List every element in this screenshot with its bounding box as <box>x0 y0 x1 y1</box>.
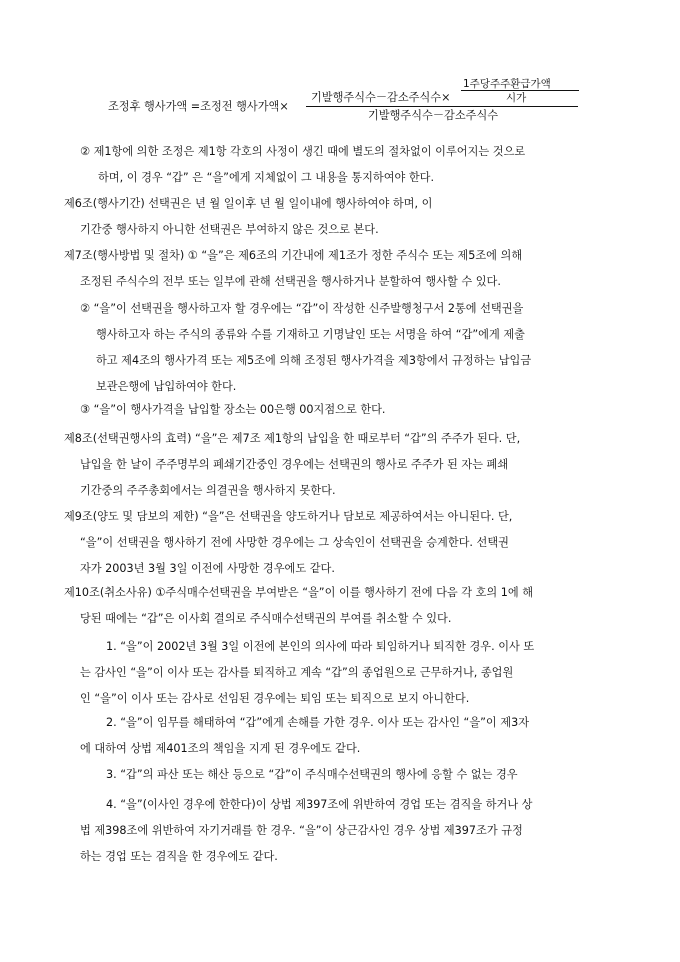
article-8-effect <box>64 426 520 504</box>
article-7-clause-3 <box>80 397 386 423</box>
text-line: 당된 때에는 “갑”은 이사회 결의로 주식매수선택권의 부여를 취소할 수 있다. <box>80 612 452 625</box>
text-line: 는 감사인 “을”이 이사 또는 감사를 퇴직하고 계속 “갑”의 종업원으로 근무하거나, 종업원 <box>80 666 514 679</box>
text-line: 2. “을”이 임무를 해태하여 “갑”에게 손해를 가한 경우. 이사 또는 감사인 “을”이 제3자 <box>106 716 530 729</box>
text-line: 제10조(취소사유) ①주식매수선택권을 부여받은 “을”이 이를 행사하기 전에 다음 각 호의 1에 해 <box>64 586 534 599</box>
text-line: 제6조(행사기간) 선택권은 년 월 일이후 년 월 일이내에 행사하여야 하며, 이 <box>64 197 433 210</box>
article-10-cancellation <box>64 580 533 632</box>
formula-denominator: 기발행주식수－감소주식수 <box>368 109 499 122</box>
formula-lhs: 조정후 행사가액 =조정전 행사가액× <box>108 100 289 113</box>
text-line: 3. “갑”의 파산 또는 해산 등으로 “갑”이 주식매수선택권의 행사에 응할 수 없는 경우 <box>106 768 518 781</box>
text-line: ② 제1항에 의한 조정은 제1항 각호의 사정이 생긴 때에 별도의 절차없이 이루어지는 것으로 <box>80 145 526 158</box>
article-7-exercise-procedure <box>64 243 522 295</box>
cancellation-item-3 <box>80 762 518 788</box>
text-line: 행사하고자 하는 주식의 종류와 수를 기재하고 기명날인 또는 서명을 하여 “갑”에게 제출 <box>96 328 525 341</box>
article-7-clause-2 <box>80 296 531 400</box>
text-line: 하며, 이 경우 “갑” 은 “을”에게 지체없이 그 내용을 통지하여야 한다. <box>98 171 435 184</box>
text-line: 납입을 한 날이 주주명부의 폐쇄기간중인 경우에는 선택권의 행사로 주주가 된 자는 폐쇄 <box>80 458 509 471</box>
article-9-transfer-restriction <box>64 504 512 582</box>
formula-inner-denominator: 시가 <box>506 92 527 104</box>
text-line: 하는 경업 또는 겸직을 한 경우에도 같다. <box>80 850 278 863</box>
text-line: 법 제398조에 위반하여 자기거래를 한 경우. “을”이 상근감사인 경우 상법 제397조가 규정 <box>80 824 523 837</box>
text-line: 기간중의 주주총회에서는 의결권을 행사하지 못한다. <box>80 484 336 497</box>
formula-inner-numerator: 1주당주주환급가액 <box>463 78 551 90</box>
text-line: 기간중 행사하지 아니한 선택권은 부여하지 않은 것으로 본다. <box>80 223 379 236</box>
cancellation-item-1 <box>80 634 534 712</box>
text-line: 보관은행에 납입하여야 한다. <box>96 380 237 393</box>
cancellation-item-4 <box>80 792 533 870</box>
text-line: 제9조(양도 및 담보의 제한) “을”은 선택권을 양도하거나 담보로 제공하여서는 아니된다. 단, <box>64 510 513 523</box>
text-line: 인 “을”이 이사 또는 감사로 선임된 경우에는 퇴임 또는 퇴직으로 보지 아니한다. <box>80 692 470 705</box>
text-line: ③ “을”이 행사가격을 납입할 장소는 00은행 00지점으로 한다. <box>80 403 386 416</box>
text-line: 제8조(선택권행사의 효력) “을”은 제7조 제1항의 납입을 한 때로부터 “갑”의 주주가 된다. 단, <box>64 432 521 445</box>
cancellation-item-2 <box>80 710 529 762</box>
formula-numerator: 기발행주식수－감소주식수× <box>311 91 451 104</box>
text-line: 자가 2003년 3월 3일 이전에 사망한 경우에도 같다. <box>80 562 335 575</box>
text-line: 1. “을”이 2002년 3월 3일 이전에 본인의 의사에 따라 퇴임하거나 퇴직한 경우. 이사 또 <box>106 640 535 653</box>
price-adjustment-formula <box>108 76 588 126</box>
text-line: 제7조(행사방법 및 절차) ① “을”은 제6조의 기간내에 제1조가 정한 주식수 또는 제5조에 의해 <box>64 249 523 262</box>
text-line: “을”이 선택권을 행사하기 전에 사망한 경우에는 그 상속인이 선택권을 승계한다. 선택권 <box>80 536 509 549</box>
text-line: 에 대하여 상법 제401조의 책임을 지게 된 경우에도 같다. <box>80 742 361 755</box>
text-line: 하고 제4조의 행사가격 또는 제5조에 의해 조정된 행사가격을 제3항에서 규정하는 납입금 <box>96 354 532 367</box>
text-line: ② “을”이 선택권을 행사하고자 할 경우에는 “갑”이 작성한 신주발행청구서 2통에 선택권을 <box>80 302 524 315</box>
text-line: 조정된 주식수의 전부 또는 일부에 관해 선택권을 행사하거나 분할하여 행사할 수 있다. <box>80 275 501 288</box>
article-6-exercise-period <box>64 191 432 243</box>
paragraph-adjustment-notice <box>80 139 525 191</box>
text-line: 4. “을”(이사인 경우에 한한다)이 상법 제397조에 위반하여 경업 또는 겸직을 하거나 상 <box>106 798 533 811</box>
